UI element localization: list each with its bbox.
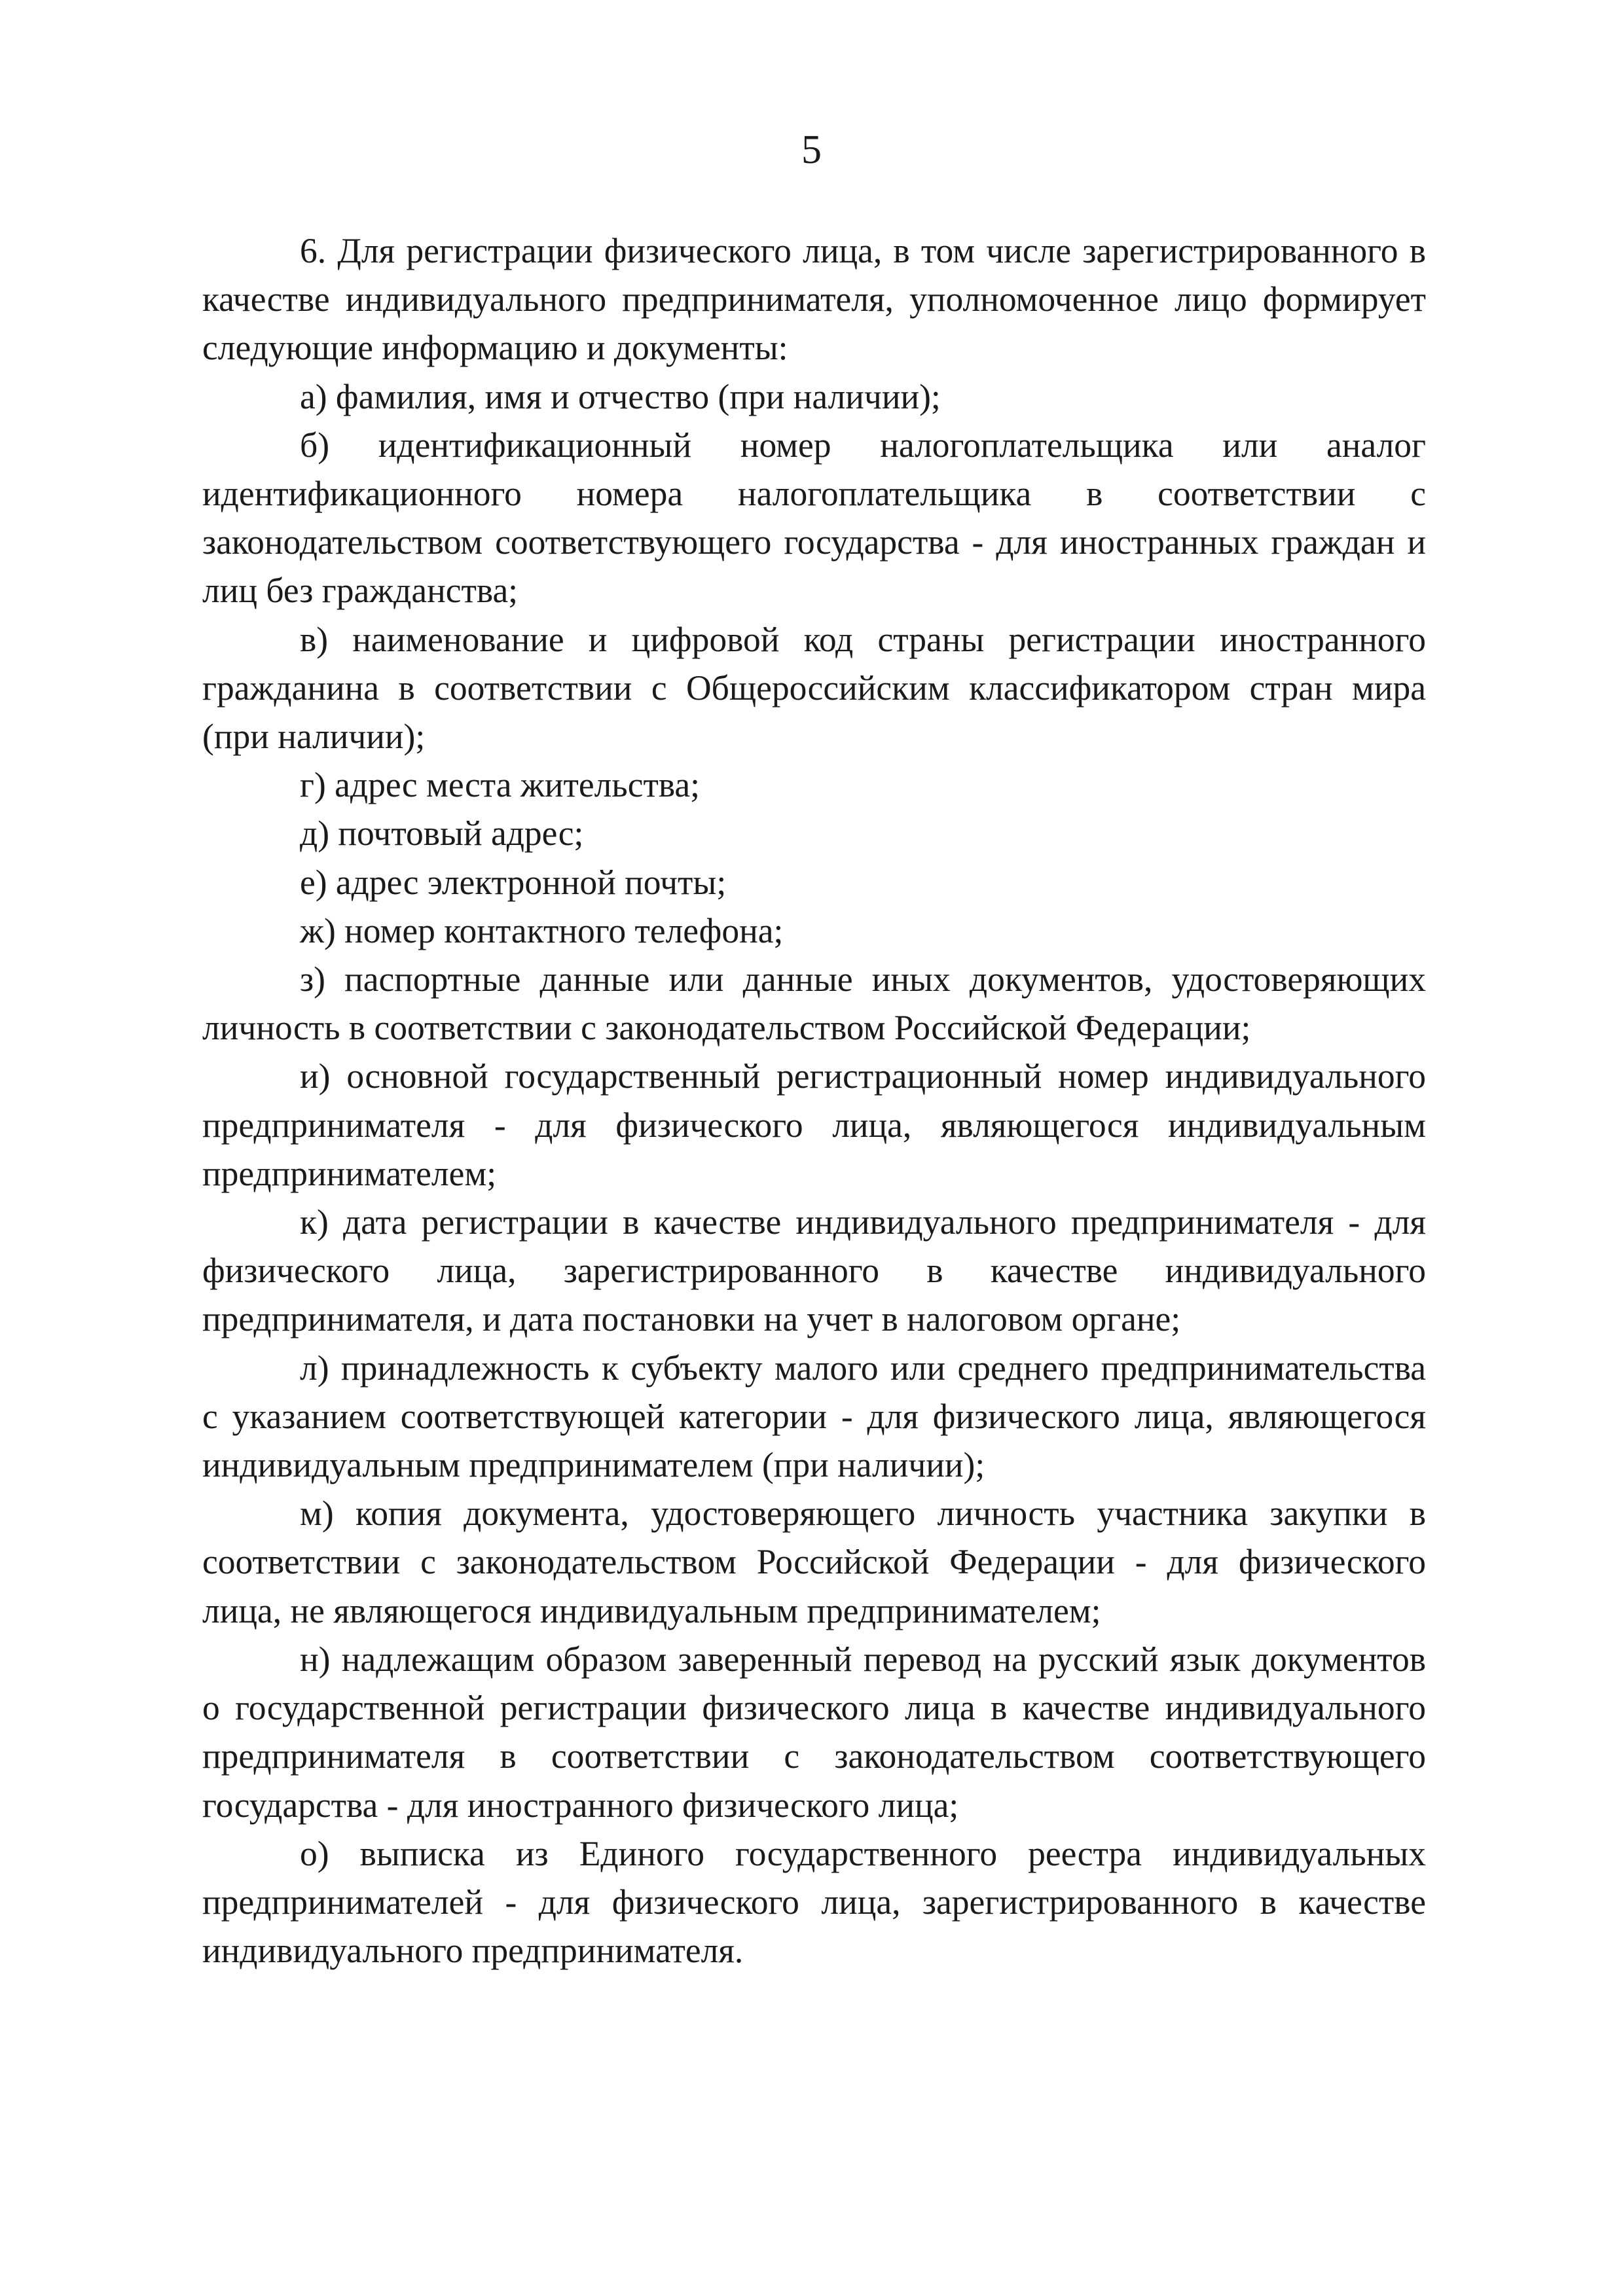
list-item-i: и) основной государственный регистрационный номер индивидуального предпринимателя - для физического лица, являющегося индивидуальным предпринимателем; — [202, 1056, 1426, 1193]
list-item-g: г) адрес места жительства; — [300, 765, 700, 805]
page-number: 5 — [801, 128, 822, 172]
paragraph-6-intro: 6. Для регистрации физического лица, в том числе зарегистрированного в качестве индивидуального предпринимателя, уполномоченное лицо формирует следующие информацию и документы: — [202, 231, 1426, 368]
list-item-k: к) дата регистрации в качестве индивидуального предпринимателя - для физического лица, зарегистрированного в качестве индивидуального предпринимателя, и дата постановки на учет в налоговом органе; — [202, 1202, 1426, 1339]
list-item-v: в) наименование и цифровой код страны регистрации иностранного гражданина в соответствии с Общероссийским классификатором стран мира (при наличии); — [202, 619, 1426, 757]
list-item-m: м) копия документа, удостоверяющего личность участника закупки в соответствии с законодательством Российской Федерации - для физического лица, не являющегося индивидуальным предпринимателем; — [202, 1494, 1426, 1630]
list-item-a: а) фамилия, имя и отчество (при наличии); — [300, 376, 941, 416]
list-item-o: о) выписка из Единого государственного реестра индивидуальных предпринимателей - для физического лица, зарегистрированного в качестве индивидуального предпринимателя. — [202, 1833, 1426, 1971]
document-body — [202, 226, 1426, 1975]
list-item-b: б) идентификационный номер налогоплательщика или аналог идентификационного номера налогоплательщика в соответствии с законодательством соответствующего государства - для иностранных граждан и лиц без гражданства; — [202, 425, 1426, 611]
list-item-z: з) паспортные данные или данные иных документов, удостоверяющих личность в соответствии с законодательством Российской Федерации; — [202, 960, 1426, 1048]
list-item-l: л) принадлежность к субъекту малого или среднего предпринимательства с указанием соответствующей категории - для физического лица, являющегося индивидуальным предпринимателем (при наличии); — [202, 1348, 1426, 1485]
list-item-e: е) адрес электронной почты; — [300, 862, 727, 902]
list-item-d: д) почтовый адрес; — [300, 814, 584, 853]
list-item-zh: ж) номер контактного телефона; — [300, 910, 784, 950]
list-item-n: н) надлежащим образом заверенный перевод на русский язык документов о государственной регистрации физического лица в качестве индивидуального предпринимателя в соответствии с законодательством соответствующего государства - для иностранного физического лица; — [202, 1639, 1426, 1825]
